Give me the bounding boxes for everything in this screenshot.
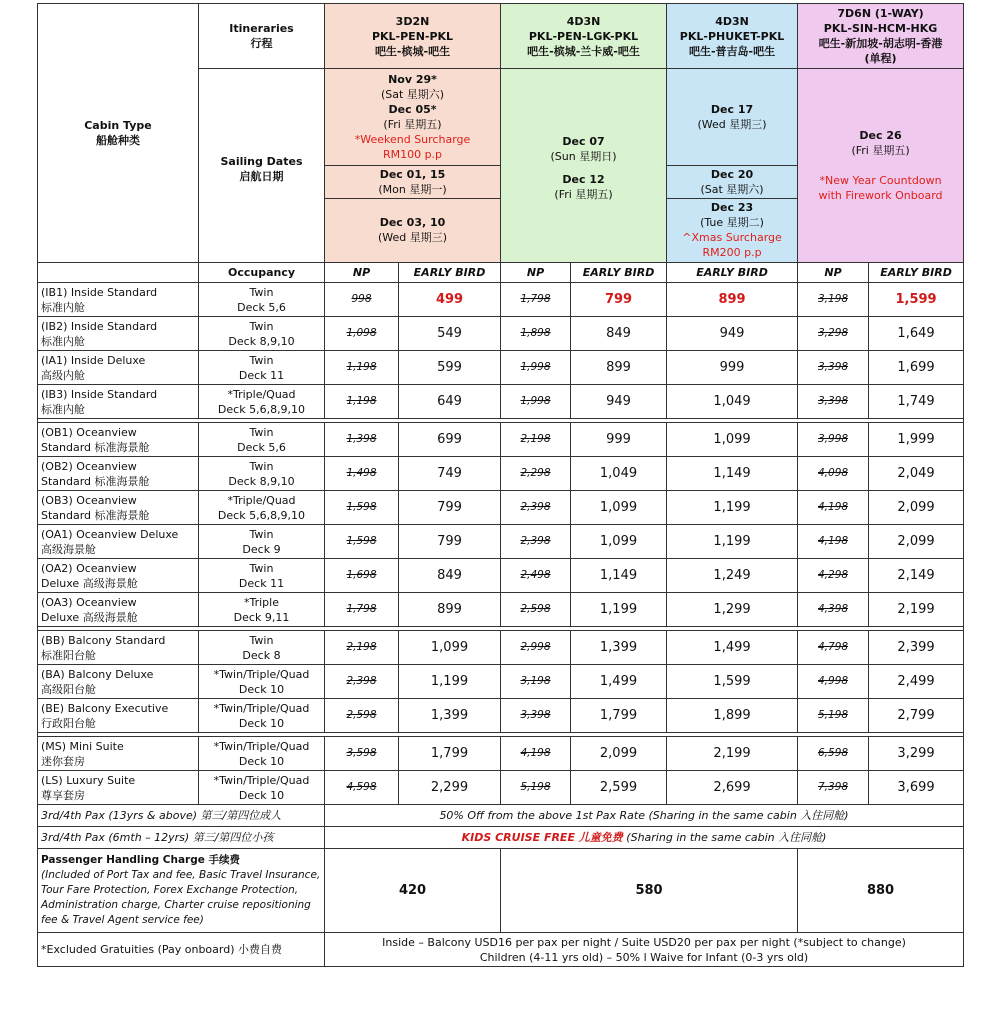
occupancy-cell: Twin Deck 8,9,10 bbox=[199, 457, 325, 491]
adult-pax-label: 3rd/4th Pax (13yrs & above) 第三/第四位成人 bbox=[38, 805, 325, 827]
cabin-name: (OB2) Oceanview Standard 标准海景舱 bbox=[38, 457, 199, 491]
eb-price-2: 1,199 bbox=[571, 593, 667, 627]
eb-price-4: 1,649 bbox=[869, 317, 964, 351]
cabin-rows bbox=[38, 283, 964, 805]
eb-price-2: 2,599 bbox=[571, 771, 667, 805]
occupancy-cell: *Twin/Triple/Quad Deck 10 bbox=[199, 699, 325, 733]
np-price-1: 4,598 bbox=[325, 771, 399, 805]
np-price-2: 1,898 bbox=[501, 317, 571, 351]
occupancy-cell: *Twin/Triple/Quad Deck 10 bbox=[199, 737, 325, 771]
table-row bbox=[38, 699, 964, 733]
np-price-4: 4,098 bbox=[798, 457, 869, 491]
cabin-type-header: Cabin Type 船舱种类 bbox=[38, 4, 199, 263]
np-price-2: 2,198 bbox=[501, 423, 571, 457]
eb-price-3: 1,099 bbox=[667, 423, 798, 457]
np-price-4: 3,998 bbox=[798, 423, 869, 457]
eb-price-1: 1,799 bbox=[399, 737, 501, 771]
eb-price-3: 1,499 bbox=[667, 631, 798, 665]
eb-price-2: 1,149 bbox=[571, 559, 667, 593]
eb-price-2: 1,399 bbox=[571, 631, 667, 665]
occupancy-cell: *Triple/Quad Deck 5,6,8,9,10 bbox=[199, 385, 325, 419]
occupancy-cell: *Twin/Triple/Quad Deck 10 bbox=[199, 665, 325, 699]
adult-pax-value: 50% Off from the above 1st Pax Rate (Sharing in the same cabin 入住同舱) bbox=[325, 805, 964, 827]
occupancy-cell: *Triple/Quad Deck 5,6,8,9,10 bbox=[199, 491, 325, 525]
eb-price-3: 1,599 bbox=[667, 665, 798, 699]
table-row bbox=[38, 423, 964, 457]
kids-pax-label: 3rd/4th Pax (6mth – 12yrs) 第三/第四位小孩 bbox=[38, 827, 325, 849]
eb-price-4: 1,599 bbox=[869, 283, 964, 317]
eb-price-4: 2,199 bbox=[869, 593, 964, 627]
itinerary-1: 3D2N PKL-PEN-PKL 吧生-槟城-吧生 bbox=[325, 4, 501, 69]
itinerary-4: 7D6N (1-WAY) PKL-SIN-HCM-HKG 吧生-新加坡-胡志明-香港 (单程) bbox=[798, 4, 964, 69]
eb-price-2: 1,049 bbox=[571, 457, 667, 491]
np-price-4: 5,198 bbox=[798, 699, 869, 733]
np-price-2: 1,798 bbox=[501, 283, 571, 317]
eb-price-1: 1,199 bbox=[399, 665, 501, 699]
np-price-2: 4,198 bbox=[501, 737, 571, 771]
sailing-dates-3: Dec 17 (Wed 星期三) Dec 20 (Sat 星期六) Dec 23 (Tue 星期二) ^Xmas Surcharge RM200 p.p bbox=[667, 69, 798, 263]
np-price-2: 2,398 bbox=[501, 525, 571, 559]
table-row bbox=[38, 351, 964, 385]
table-row bbox=[38, 631, 964, 665]
eb-price-4: 2,499 bbox=[869, 665, 964, 699]
cabin-name: (IB3) Inside Standard 标准内舱 bbox=[38, 385, 199, 419]
np-price-2: 2,298 bbox=[501, 457, 571, 491]
eb-price-2: 2,099 bbox=[571, 737, 667, 771]
np-price-1: 1,198 bbox=[325, 385, 399, 419]
table-row bbox=[38, 559, 964, 593]
table-row bbox=[38, 593, 964, 627]
np-price-4: 4,398 bbox=[798, 593, 869, 627]
np-price-4: 7,398 bbox=[798, 771, 869, 805]
cabin-name: (OA2) Oceanview Deluxe 高级海景舱 bbox=[38, 559, 199, 593]
itineraries-header: Itineraries 行程 bbox=[199, 4, 325, 69]
eb-price-1: 849 bbox=[399, 559, 501, 593]
eb-price-3: 899 bbox=[667, 283, 798, 317]
occupancy-cell: *Twin/Triple/Quad Deck 10 bbox=[199, 771, 325, 805]
table-row bbox=[38, 283, 964, 317]
cabin-name: (BB) Balcony Standard 标准阳台舱 bbox=[38, 631, 199, 665]
np-price-4: 4,198 bbox=[798, 491, 869, 525]
eb-price-4: 2,799 bbox=[869, 699, 964, 733]
np-price-1: 2,198 bbox=[325, 631, 399, 665]
np-price-2: 2,498 bbox=[501, 559, 571, 593]
eb-price-1: 2,299 bbox=[399, 771, 501, 805]
eb-price-1: 799 bbox=[399, 525, 501, 559]
eb-price-3: 2,699 bbox=[667, 771, 798, 805]
table-row bbox=[38, 317, 964, 351]
eb-price-1: 599 bbox=[399, 351, 501, 385]
cabin-name: (BA) Balcony Deluxe 高级阳台舱 bbox=[38, 665, 199, 699]
handling-charge-2: 580 bbox=[501, 849, 798, 933]
occupancy-cell: Twin Deck 8,9,10 bbox=[199, 317, 325, 351]
np-price-4: 4,998 bbox=[798, 665, 869, 699]
occupancy-header: Occupancy bbox=[199, 263, 325, 283]
sailing-dates-header: Sailing Dates 启航日期 bbox=[199, 69, 325, 263]
cruise-price-table bbox=[37, 3, 964, 967]
cabin-name: (OB1) Oceanview Standard 标准海景舱 bbox=[38, 423, 199, 457]
np-price-4: 4,298 bbox=[798, 559, 869, 593]
sailing-dates-2: Dec 07 (Sun 星期日) Dec 12 (Fri 星期五) bbox=[501, 69, 667, 263]
occupancy-cell: Twin Deck 11 bbox=[199, 351, 325, 385]
eb-price-2: 899 bbox=[571, 351, 667, 385]
early-bird-header-2: EARLY BIRD bbox=[571, 263, 667, 283]
np-price-4: 6,598 bbox=[798, 737, 869, 771]
np-price-2: 3,198 bbox=[501, 665, 571, 699]
sailing-dates-1: Nov 29* (Sat 星期六) Dec 05* (Fri 星期五) *Weekend Surcharge RM100 p.p Dec 01, 15 (Mon 星期一) Dec 03, 10 (Wed 星期三) bbox=[325, 69, 501, 263]
eb-price-4: 2,099 bbox=[869, 525, 964, 559]
eb-price-1: 1,099 bbox=[399, 631, 501, 665]
np-header-2: NP bbox=[501, 263, 571, 283]
occupancy-cell: *Triple Deck 9,11 bbox=[199, 593, 325, 627]
handling-charge-1: 420 bbox=[325, 849, 501, 933]
occupancy-cell: Twin Deck 9 bbox=[199, 525, 325, 559]
np-price-2: 2,998 bbox=[501, 631, 571, 665]
early-bird-header-3: EARLY BIRD bbox=[667, 263, 798, 283]
np-price-1: 1,698 bbox=[325, 559, 399, 593]
cabin-name: (OB3) Oceanview Standard 标准海景舱 bbox=[38, 491, 199, 525]
eb-price-1: 699 bbox=[399, 423, 501, 457]
np-price-1: 1,598 bbox=[325, 525, 399, 559]
early-bird-header-1: EARLY BIRD bbox=[399, 263, 501, 283]
eb-price-4: 2,399 bbox=[869, 631, 964, 665]
handling-charge-3: 880 bbox=[798, 849, 964, 933]
eb-price-3: 2,199 bbox=[667, 737, 798, 771]
eb-price-2: 849 bbox=[571, 317, 667, 351]
eb-price-3: 949 bbox=[667, 317, 798, 351]
np-price-2: 1,998 bbox=[501, 351, 571, 385]
np-price-1: 2,398 bbox=[325, 665, 399, 699]
np-price-1: 1,098 bbox=[325, 317, 399, 351]
cabin-name: (OA1) Oceanview Deluxe 高级海景舱 bbox=[38, 525, 199, 559]
eb-price-4: 3,299 bbox=[869, 737, 964, 771]
np-price-4: 4,198 bbox=[798, 525, 869, 559]
np-price-1: 1,498 bbox=[325, 457, 399, 491]
sailing-dates-4: Dec 26 (Fri 星期五) *New Year Countdown with Firework Onboard bbox=[798, 69, 964, 263]
eb-price-2: 1,099 bbox=[571, 525, 667, 559]
eb-price-2: 949 bbox=[571, 385, 667, 419]
eb-price-2: 1,499 bbox=[571, 665, 667, 699]
np-price-2: 2,598 bbox=[501, 593, 571, 627]
np-price-1: 998 bbox=[325, 283, 399, 317]
eb-price-4: 2,149 bbox=[869, 559, 964, 593]
eb-price-2: 999 bbox=[571, 423, 667, 457]
eb-price-3: 1,199 bbox=[667, 525, 798, 559]
eb-price-3: 1,049 bbox=[667, 385, 798, 419]
occupancy-cell: Twin Deck 11 bbox=[199, 559, 325, 593]
np-price-1: 1,198 bbox=[325, 351, 399, 385]
eb-price-1: 799 bbox=[399, 491, 501, 525]
eb-price-1: 649 bbox=[399, 385, 501, 419]
table-row bbox=[38, 771, 964, 805]
np-price-1: 1,598 bbox=[325, 491, 399, 525]
eb-price-3: 1,899 bbox=[667, 699, 798, 733]
eb-price-3: 1,199 bbox=[667, 491, 798, 525]
np-header-4: NP bbox=[798, 263, 869, 283]
np-price-4: 3,398 bbox=[798, 385, 869, 419]
cabin-name: (IA1) Inside Deluxe 高级内舱 bbox=[38, 351, 199, 385]
table-row bbox=[38, 665, 964, 699]
eb-price-1: 1,399 bbox=[399, 699, 501, 733]
eb-price-4: 1,999 bbox=[869, 423, 964, 457]
cabin-name: (BE) Balcony Executive 行政阳台舱 bbox=[38, 699, 199, 733]
eb-price-1: 549 bbox=[399, 317, 501, 351]
np-price-1: 1,398 bbox=[325, 423, 399, 457]
eb-price-3: 1,149 bbox=[667, 457, 798, 491]
eb-price-1: 899 bbox=[399, 593, 501, 627]
cabin-name: (MS) Mini Suite 迷你套房 bbox=[38, 737, 199, 771]
cabin-name: (IB2) Inside Standard 标准内舱 bbox=[38, 317, 199, 351]
cabin-name: (IB1) Inside Standard 标准内舱 bbox=[38, 283, 199, 317]
gratuities-value: Inside – Balcony USD16 per pax per night / Suite USD20 per pax per night (*subject to change) Children (4-11 yrs old) – 50% l Waive for Infant (0-3 yrs old) bbox=[325, 933, 964, 967]
np-price-4: 3,398 bbox=[798, 351, 869, 385]
table-row bbox=[38, 491, 964, 525]
np-price-2: 1,998 bbox=[501, 385, 571, 419]
np-price-4: 4,798 bbox=[798, 631, 869, 665]
gratuities-label: *Excluded Gratuities (Pay onboard) 小费自费 bbox=[38, 933, 325, 967]
handling-charge-label: Passenger Handling Charge 手续费 (Included of Port Tax and fee, Basic Travel Insurance, Tour Fare Protection, Forex Exchange Protection, Administration charge, Charter cruise repositioning fee & Travel Agent service fee) bbox=[38, 849, 325, 933]
itinerary-3: 4D3N PKL-PHUKET-PKL 吧生-普吉岛-吧生 bbox=[667, 4, 798, 69]
eb-price-2: 1,799 bbox=[571, 699, 667, 733]
np-price-1: 1,798 bbox=[325, 593, 399, 627]
eb-price-4: 1,749 bbox=[869, 385, 964, 419]
table-row bbox=[38, 457, 964, 491]
np-price-4: 3,198 bbox=[798, 283, 869, 317]
table-row bbox=[38, 737, 964, 771]
cabin-name: (OA3) Oceanview Deluxe 高级海景舱 bbox=[38, 593, 199, 627]
np-header-1: NP bbox=[325, 263, 399, 283]
np-price-1: 2,598 bbox=[325, 699, 399, 733]
eb-price-4: 2,049 bbox=[869, 457, 964, 491]
eb-price-2: 799 bbox=[571, 283, 667, 317]
np-price-2: 5,198 bbox=[501, 771, 571, 805]
kids-pax-value: KIDS CRUISE FREE 儿童免费 (Sharing in the same cabin 入住同舱) bbox=[325, 827, 964, 849]
early-bird-header-4: EARLY BIRD bbox=[869, 263, 964, 283]
eb-price-3: 1,249 bbox=[667, 559, 798, 593]
occupancy-cell: Twin Deck 5,6 bbox=[199, 283, 325, 317]
eb-price-4: 3,699 bbox=[869, 771, 964, 805]
cabin-header-empty bbox=[38, 263, 199, 283]
itinerary-2: 4D3N PKL-PEN-LGK-PKL 吧生-槟城-兰卡威-吧生 bbox=[501, 4, 667, 69]
np-price-2: 2,398 bbox=[501, 491, 571, 525]
eb-price-1: 749 bbox=[399, 457, 501, 491]
np-price-4: 3,298 bbox=[798, 317, 869, 351]
eb-price-3: 999 bbox=[667, 351, 798, 385]
np-price-2: 3,398 bbox=[501, 699, 571, 733]
table-row bbox=[38, 525, 964, 559]
np-price-1: 3,598 bbox=[325, 737, 399, 771]
occupancy-cell: Twin Deck 8 bbox=[199, 631, 325, 665]
eb-price-3: 1,299 bbox=[667, 593, 798, 627]
table-row bbox=[38, 385, 964, 419]
eb-price-2: 1,099 bbox=[571, 491, 667, 525]
occupancy-cell: Twin Deck 5,6 bbox=[199, 423, 325, 457]
eb-price-1: 499 bbox=[399, 283, 501, 317]
eb-price-4: 2,099 bbox=[869, 491, 964, 525]
cabin-name: (LS) Luxury Suite 尊享套房 bbox=[38, 771, 199, 805]
eb-price-4: 1,699 bbox=[869, 351, 964, 385]
